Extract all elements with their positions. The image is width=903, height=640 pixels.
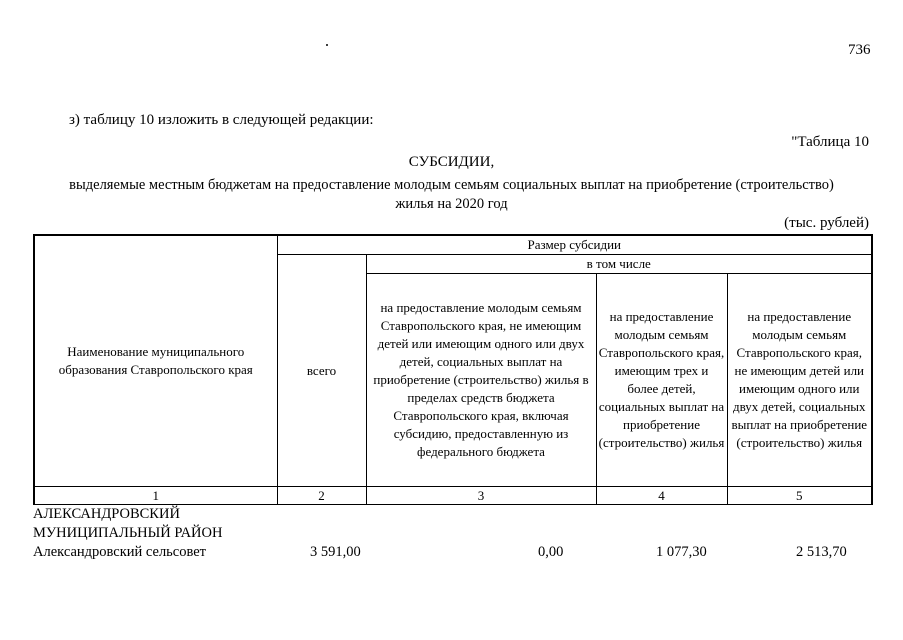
document-subtitle [30,176,873,214]
header-col-5: на предоставление молодым семьям Ставропольского края, не имеющим детей или имеющим одного или двух детей, социальных выплат на приобретение (строительство) жилья [727,274,872,487]
col-number-3: 3 [366,487,596,505]
district-line-1: АЛЕКСАНДРОВСКИЙ [33,506,180,522]
header-col-4: на предоставление молодым семьям Ставропольского края, имеющим трех и более детей, социальных выплат на приобретение (строительство) жилья [596,274,727,487]
units-label: (тыс. рублей) [784,215,869,231]
subsidy-table-header [33,234,873,505]
row-total: 3 591,00 [310,544,361,560]
subtitle-line-1: выделяемые местным бюджетам на предоставление молодым семьям социальных выплат на приобретение (строительство) [69,177,834,193]
header-including: в том числе [366,255,872,274]
header-total: всего [277,255,366,487]
col-number-1: 1 [34,487,277,505]
page-number: 736 [848,42,871,58]
intro-text: з) таблицу 10 изложить в следующей редакции: [69,112,374,128]
stray-dot [326,44,328,46]
district-heading [33,505,222,543]
col-number-4: 4 [596,487,727,505]
subtitle-line-2: жилья на 2020 год [395,196,508,212]
row-name: Александровский сельсовет [33,544,207,560]
row-value-col3: 0,00 [538,544,564,560]
header-col-3: на предоставление молодым семьям Ставропольского края, не имеющим детей или имеющим одного или двух детей, социальных выплат на приобретение (строительство) жилья в пределах средств бюджета Ставропольского края, включая субсидию, предоставленную из федерального бюджета [366,274,596,487]
district-line-2: МУНИЦИПАЛЬНЫЙ РАЙОН [33,525,223,541]
col-number-2: 2 [277,487,366,505]
table-reference: "Таблица 10 [791,134,869,150]
header-subsidy-size: Размер субсидии [277,235,872,255]
row-value-col5: 2 513,70 [796,544,847,560]
document-title: СУБСИДИИ, [408,154,495,170]
header-municipality-name: Наименование муниципального образования Ставропольского края [34,235,277,487]
row-value-col4: 1 077,30 [656,544,707,560]
col-number-5: 5 [727,487,872,505]
